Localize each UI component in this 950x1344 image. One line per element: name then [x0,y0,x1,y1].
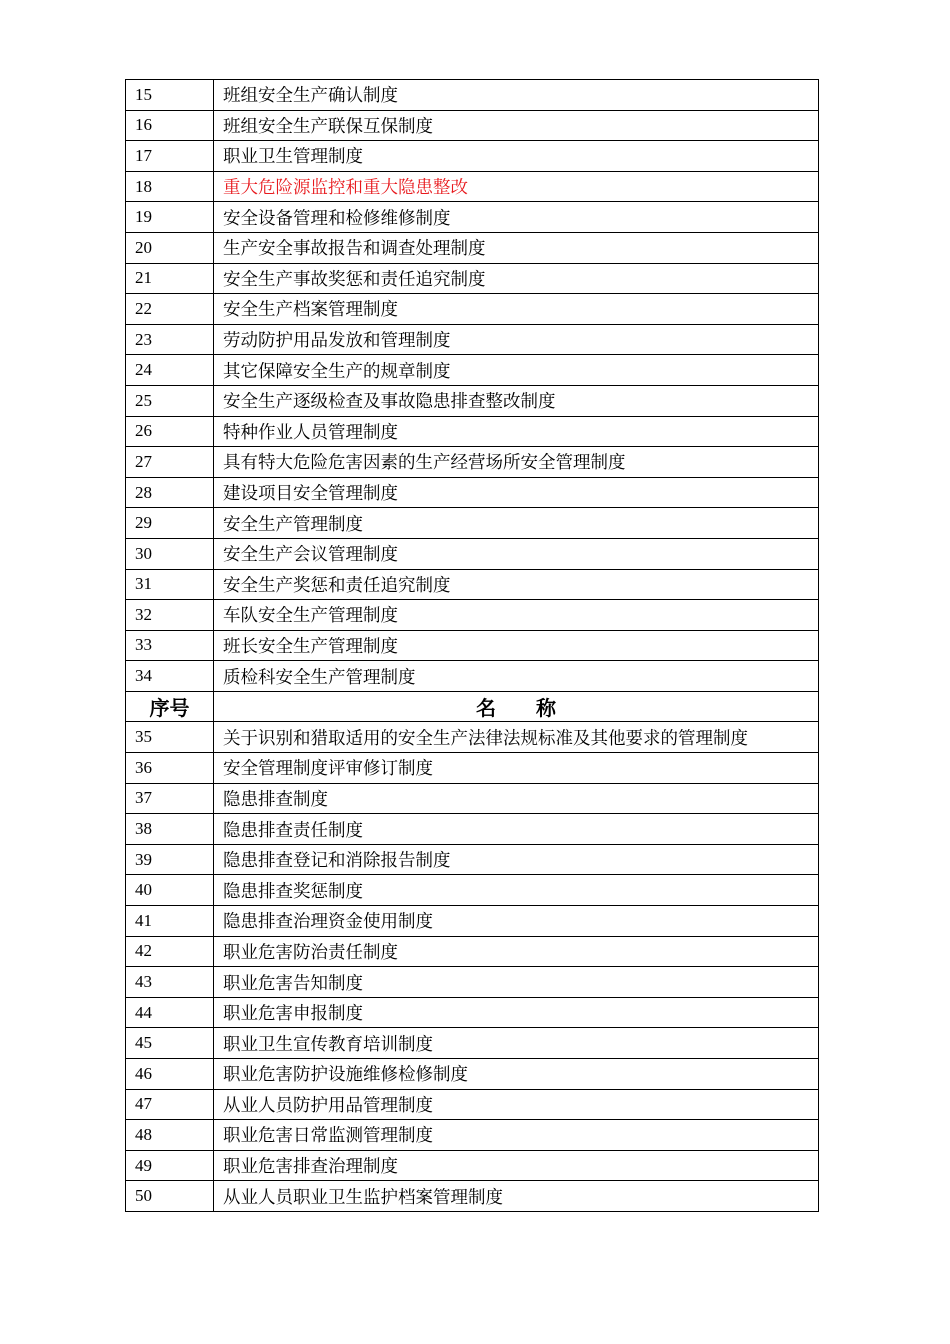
row-number: 32 [126,600,214,631]
table-row [126,906,819,937]
regulation-name: 关于识别和猎取适用的安全生产法律法规标准及其他要求的管理制度 [214,722,819,753]
regulation-name: 安全生产事故奖惩和责任追究制度 [214,263,819,294]
row-number: 43 [126,967,214,998]
regulation-name: 班组安全生产联保互保制度 [214,110,819,141]
table-header-row [126,691,819,722]
row-number: 47 [126,1089,214,1120]
regulation-name: 职业危害申报制度 [214,997,819,1028]
regulation-name: 职业危害防治责任制度 [214,936,819,967]
regulation-name: 隐患排查治理资金使用制度 [214,906,819,937]
regulation-name: 安全设备管理和检修维修制度 [214,202,819,233]
table-row [126,569,819,600]
row-number: 41 [126,906,214,937]
table-row [126,171,819,202]
row-number: 24 [126,355,214,386]
row-number: 45 [126,1028,214,1059]
table-row [126,508,819,539]
regulation-name: 从业人员防护用品管理制度 [214,1089,819,1120]
row-number: 25 [126,385,214,416]
row-number: 33 [126,630,214,661]
row-number: 42 [126,936,214,967]
table-row [126,447,819,478]
row-number: 46 [126,1059,214,1090]
table-row [126,141,819,172]
regulation-name: 班长安全生产管理制度 [214,630,819,661]
table-row [126,232,819,263]
row-number: 34 [126,661,214,692]
table-row [126,1181,819,1212]
row-number: 23 [126,324,214,355]
table-row [126,844,819,875]
row-number: 17 [126,141,214,172]
row-number: 26 [126,416,214,447]
regulation-name: 隐患排查责任制度 [214,814,819,845]
regulation-name: 具有特大危险危害因素的生产经营场所安全管理制度 [214,447,819,478]
regulation-name: 生产安全事故报告和调查处理制度 [214,232,819,263]
row-number: 15 [126,80,214,111]
row-number: 39 [126,844,214,875]
regulation-name: 安全生产会议管理制度 [214,538,819,569]
table-row [126,753,819,784]
row-number: 18 [126,171,214,202]
header-number-label: 序号 [126,691,214,722]
regulation-name: 安全生产管理制度 [214,508,819,539]
table-row [126,294,819,325]
header-name-label [214,691,819,722]
row-number: 22 [126,294,214,325]
regulation-name: 职业危害日常监测管理制度 [214,1120,819,1151]
row-number: 28 [126,477,214,508]
regulation-name: 建设项目安全管理制度 [214,477,819,508]
table-row [126,324,819,355]
regulation-name: 职业危害排查治理制度 [214,1150,819,1181]
regulation-name: 隐患排查登记和消除报告制度 [214,844,819,875]
regulation-name: 重大危险源监控和重大隐患整改 [214,171,819,202]
row-number: 16 [126,110,214,141]
regulation-name: 隐患排查制度 [214,783,819,814]
regulation-name: 特种作业人员管理制度 [214,416,819,447]
row-number: 21 [126,263,214,294]
table-row [126,110,819,141]
regulation-name: 职业卫生宣传教育培训制度 [214,1028,819,1059]
regulation-name: 安全生产奖惩和责任追究制度 [214,569,819,600]
table-row [126,630,819,661]
row-number: 40 [126,875,214,906]
table-row [126,538,819,569]
table-row [126,263,819,294]
table-row [126,875,819,906]
row-number: 48 [126,1120,214,1151]
table-row [126,202,819,233]
row-number: 19 [126,202,214,233]
table-header-section [126,691,819,722]
table-row [126,1120,819,1151]
row-number: 44 [126,997,214,1028]
regulation-name: 从业人员职业卫生监护档案管理制度 [214,1181,819,1212]
table-row [126,1150,819,1181]
regulation-name: 安全生产档案管理制度 [214,294,819,325]
table-row [126,997,819,1028]
table-row [126,600,819,631]
regulation-name: 职业卫生管理制度 [214,141,819,172]
row-number: 36 [126,753,214,784]
regulation-name: 车队安全生产管理制度 [214,600,819,631]
table-row [126,477,819,508]
table-row [126,814,819,845]
row-number: 30 [126,538,214,569]
table-row [126,80,819,111]
table-row [126,783,819,814]
table-row [126,722,819,753]
table-row [126,661,819,692]
table-body-bottom [126,722,819,1212]
table-row [126,936,819,967]
header-name-left: 名 [476,696,496,721]
regulation-name: 安全生产逐级检查及事故隐患排查整改制度 [214,385,819,416]
regulation-name: 劳动防护用品发放和管理制度 [214,324,819,355]
row-number: 29 [126,508,214,539]
table-row [126,385,819,416]
row-number: 38 [126,814,214,845]
regulation-name: 隐患排查奖惩制度 [214,875,819,906]
row-number: 50 [126,1181,214,1212]
row-number: 31 [126,569,214,600]
table-row [126,967,819,998]
table-row [126,1089,819,1120]
regulation-name: 职业危害告知制度 [214,967,819,998]
table-body-top [126,80,819,692]
table-row [126,355,819,386]
regulation-name: 安全管理制度评审修订制度 [214,753,819,784]
table-row [126,416,819,447]
header-name-right: 称 [536,696,556,721]
row-number: 35 [126,722,214,753]
regulation-name: 质检科安全生产管理制度 [214,661,819,692]
regulation-name: 职业危害防护设施维修检修制度 [214,1059,819,1090]
row-number: 49 [126,1150,214,1181]
regulation-name: 其它保障安全生产的规章制度 [214,355,819,386]
table-row [126,1028,819,1059]
row-number: 37 [126,783,214,814]
row-number: 20 [126,232,214,263]
row-number: 27 [126,447,214,478]
regulations-table [125,79,819,1212]
table-row [126,1059,819,1090]
regulation-name: 班组安全生产确认制度 [214,80,819,111]
